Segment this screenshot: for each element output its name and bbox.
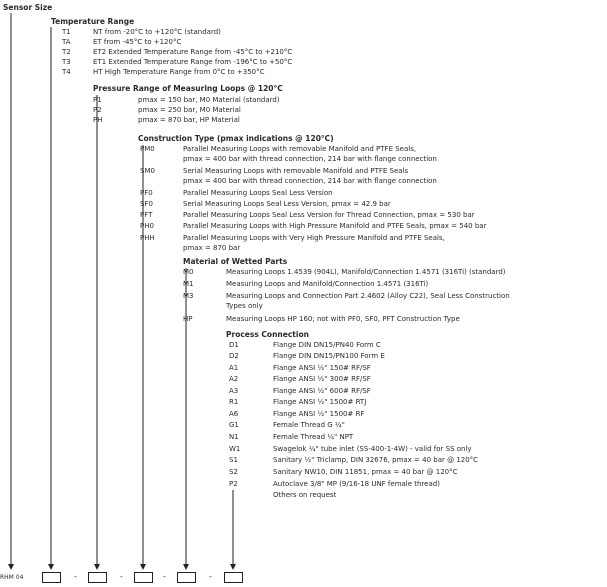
construction-desc-cont: pmax = 400 bar with thread connection, 214 bar with flange connection <box>183 177 437 185</box>
material-heading: Material of Wetted Parts <box>183 257 288 266</box>
construction-code: PH0 <box>140 222 154 230</box>
temperature-desc: HT High Temperature Range from 0°C to +350°C <box>93 68 265 76</box>
material-desc: Measuring Loops 1.4539 (904L), Manifold/Connection 1.4571 (316Ti) (standard) <box>226 268 506 276</box>
construction-desc: Parallel Measuring Loops Seal Less Version for Thread Connection, pmax = 530 bar <box>183 211 475 219</box>
pressure-range-heading: Pressure Range of Measuring Loops @ 120°C <box>93 84 283 93</box>
temperature-code: T4 <box>62 68 71 76</box>
construction-code: SM0 <box>140 167 155 175</box>
material-code: HP <box>183 315 193 323</box>
process-code: D2 <box>229 352 239 360</box>
process-desc: Sanitary NW10, DIN 11851, pmax = 40 bar @ 120°C <box>273 468 458 476</box>
temperature-code: T1 <box>62 28 71 36</box>
construction-type-heading: Construction Type (pmax indications @ 120°C) <box>138 134 334 143</box>
process-desc: Flange ANSI ½" 1500# RF <box>273 410 365 418</box>
temperature-desc: ET2 Extended Temperature Range from -45°C to +210°C <box>93 48 293 56</box>
pressure-desc: pmax = 150 bar, M0 Material (standard) <box>138 96 280 104</box>
process-desc: Flange DIN DN15/PN40 Form C <box>273 341 381 349</box>
material-desc: Measuring Loops and Manifold/Connection 1.4571 (316Ti) <box>226 280 429 288</box>
temperature-code-box <box>42 572 61 583</box>
process-desc: Swagelok ¼" tube inlet (SS-400-1-4W) - valid for SS only <box>273 445 472 453</box>
process-connection-heading: Process Connection <box>226 330 309 339</box>
process-code-box <box>224 572 243 583</box>
construction-code: PF0 <box>140 189 153 197</box>
construction-desc: Parallel Measuring Loops with removable Manifold and PTFE Seals, <box>183 145 417 153</box>
process-desc: Flange ANSI ½" 150# RF/SF <box>273 364 371 372</box>
process-desc: Sanitary ½" Triclamp, DIN 32676, pmax = 40 bar @ 120°C <box>273 456 479 464</box>
temperature-code: TA <box>62 38 71 46</box>
process-code: A1 <box>229 364 239 372</box>
pressure-code: P2 <box>93 106 102 114</box>
construction-desc: Parallel Measuring Loops Seal Less Version <box>183 189 333 197</box>
material-code: M3 <box>183 292 194 300</box>
material-code: M1 <box>183 280 194 288</box>
process-desc: Flange ANSI ½" 1500# RTJ <box>273 398 367 406</box>
construction-code-box <box>134 572 153 583</box>
construction-code: PHH <box>140 234 155 242</box>
construction-code: PFT <box>140 211 153 219</box>
pressure-code-box <box>88 572 107 583</box>
construction-desc-cont: pmax = 400 bar with thread connection, 214 bar with flange connection <box>183 155 437 163</box>
model-prefix: RHM 04 <box>0 574 24 581</box>
temperature-desc: ET1 Extended Temperature Range from -196°C to +50°C <box>93 58 293 66</box>
process-desc: Autoclave 3/8" MP (9/16-18 UNF female thread) <box>273 480 440 488</box>
material-code-box <box>177 572 196 583</box>
material-desc-cont: Types only <box>226 302 263 310</box>
temperature-range-heading: Temperature Range <box>51 17 135 26</box>
separator: - <box>163 572 166 581</box>
process-code: S2 <box>229 468 238 476</box>
process-code: D1 <box>229 341 239 349</box>
construction-desc: Serial Measuring Loops with removable Manifold and PTFE Seals <box>183 167 409 175</box>
sensor-size-heading: Sensor Size <box>3 3 53 12</box>
pressure-desc: pmax = 250 bar, M0 Material <box>138 106 241 114</box>
pressure-code: PH <box>93 116 103 124</box>
material-code: M0 <box>183 268 194 276</box>
separator: - <box>74 572 77 581</box>
process-code: A2 <box>229 375 239 383</box>
construction-desc: Parallel Measuring Loops with High Pressure Manifold and PTFE Seals, pmax = 540 bar <box>183 222 487 230</box>
material-desc: Measuring Loops HP 160; not with PF0, SF0, PFT Construction Type <box>226 315 460 323</box>
process-desc: Female Thread ¼" NPT <box>273 433 354 441</box>
material-desc: Measuring Loops and Connection Part 2.4602 (Alloy C22), Seal Less Construction <box>226 292 510 300</box>
construction-code: PM0 <box>140 145 155 153</box>
process-desc: Flange DIN DN15/PN100 Form E <box>273 352 385 360</box>
process-code: P2 <box>229 480 238 488</box>
separator: - <box>209 572 212 581</box>
process-code: N1 <box>229 433 239 441</box>
process-desc: Others on request <box>273 491 337 499</box>
construction-desc: Serial Measuring Loops Seal Less Version, pmax = 42.9 bar <box>183 200 391 208</box>
separator: - <box>120 572 123 581</box>
process-desc: Flange ANSI ½" 600# RF/SF <box>273 387 371 395</box>
process-code: A3 <box>229 387 239 395</box>
construction-desc-cont: pmax = 870 bar <box>183 244 241 252</box>
temperature-desc: NT from -20°C to +120°C (standard) <box>93 28 221 36</box>
process-code: W1 <box>229 445 241 453</box>
temperature-desc: ET from -45°C to +120°C <box>93 38 182 46</box>
process-desc: Flange ANSI ½" 300# RF/SF <box>273 375 371 383</box>
temperature-code: T2 <box>62 48 71 56</box>
pressure-desc: pmax = 870 bar, HP Material <box>138 116 240 124</box>
process-code: G1 <box>229 421 239 429</box>
process-desc: Female Thread G ¼" <box>273 421 345 429</box>
construction-code: SF0 <box>140 200 153 208</box>
process-code: A6 <box>229 410 239 418</box>
process-code: S1 <box>229 456 238 464</box>
pressure-code: P1 <box>93 96 102 104</box>
temperature-code: T3 <box>62 58 71 66</box>
construction-desc: Parallel Measuring Loops with Very High Pressure Manifold and PTFE Seals, <box>183 234 445 242</box>
process-code: R1 <box>229 398 239 406</box>
